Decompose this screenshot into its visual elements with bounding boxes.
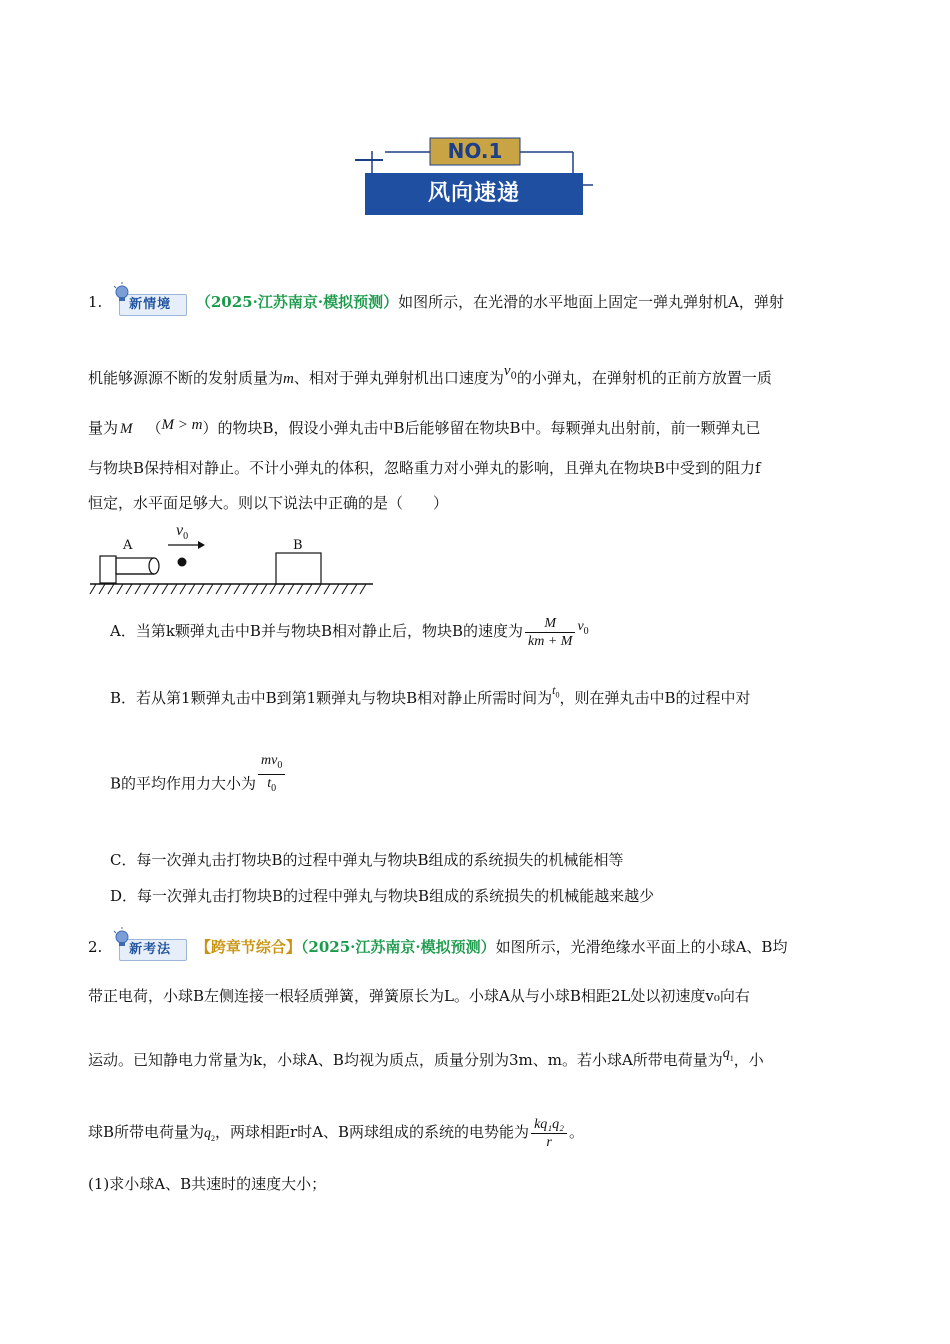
q1-line2 <box>88 363 772 395</box>
badge-number: NO.1 <box>447 139 503 163</box>
q1-text-3a: 量为 <box>88 419 119 437</box>
var-q1: $q_1$ <box>722 1046 734 1063</box>
q1-option-c: C．每一次弹丸击打物块B的过程中弹丸与物块B组成的系统损失的机械能相等 <box>110 851 624 869</box>
option-a-text: A．当第k颗弹丸击中B并与物块B相对静止后，物块B的速度为 <box>110 622 523 640</box>
potential-energy-fraction: $\frac{\text{kq₁q₂}}{r}$ <box>531 1116 567 1151</box>
q2-number: 2. <box>88 938 103 956</box>
figure-label-a: A <box>123 538 133 553</box>
q1-line3 <box>88 418 761 439</box>
q2-text-4c: 。 <box>569 1123 585 1141</box>
q2-line1 <box>88 935 787 961</box>
var-m: m <box>283 371 294 387</box>
q2-text-3a: 运动。已知静电力常量为k，小球A、B均视为质点，质量分别为3m、m。若小球A所带电荷量为 <box>88 1051 723 1069</box>
q1-option-a <box>110 614 589 655</box>
q2-text-4a: 球B所带电荷量为 <box>88 1123 205 1141</box>
option-b-text-3: B的平均作用力大小为 <box>110 774 257 793</box>
var-v0-sub: 0 <box>510 371 517 382</box>
q1-source: （2025·江苏南京·模拟预测） <box>195 293 399 311</box>
q1-line4: 与物块B保持相对静止。不计小弹丸的体积，忽略重力对小弹丸的影响，且弹丸在物块B中受到的阻力f <box>88 459 761 477</box>
q2-text-1: 如图所示，光滑绝缘水平面上的小球A、B均 <box>495 938 788 956</box>
q2-line2: 带正电荷，小球B左侧连接一根轻质弹簧，弹簧原长为L。小球A从与小球B相距2L处以初速度v₀向右 <box>88 987 750 1005</box>
section-badge <box>355 135 595 220</box>
q1-text-2a: 机能够源源不断的发射质量为 <box>88 369 284 387</box>
var-q2: $q_2$ <box>204 1126 216 1143</box>
tag-label: 新情境 <box>129 297 172 312</box>
q2-tag <box>115 935 187 961</box>
q2-source: （2025·江苏南京·模拟预测） <box>300 938 496 956</box>
option-a-fraction: $\frac{M}{km + M}$ <box>525 615 575 650</box>
option-b-fraction: $\frac{mv_0}{t_0}$ <box>258 752 285 797</box>
q1-number: 1. <box>88 293 103 311</box>
launcher-block-diagram <box>88 520 378 600</box>
option-b-t0: t0 <box>552 683 560 700</box>
q2-text-4b: ，两球相距r时A、B两球组成的系统的电势能为 <box>215 1123 530 1141</box>
q1-text-2f: 的小弹丸，在弹射机的正前方放置一质 <box>516 369 772 387</box>
option-a-v0: $v_0$ <box>577 619 589 637</box>
q1-figure <box>88 520 378 600</box>
var-M-gt-m: M > m <box>161 417 203 433</box>
tag-label: 新考法 <box>129 942 172 957</box>
q2-line3 <box>88 1046 764 1077</box>
q2-text-3b: ，小 <box>733 1051 764 1069</box>
q1-text-2c: 、相对于弹丸弹射机出口速度为 <box>293 369 504 387</box>
badge-title: 风向速递 <box>427 181 520 206</box>
var-v0: v <box>503 363 511 379</box>
q2-line4 <box>88 1112 584 1159</box>
q1-option-b-line1 <box>110 683 751 714</box>
var-M: M <box>120 421 133 437</box>
option-b-text-1: B．若从第1颗弹丸击中B到第1颗弹丸与物块B相对静止所需时间为 <box>110 689 553 707</box>
q2-subquestion-1: (1)求小球A、B共速时的速度大小； <box>88 1175 327 1193</box>
q2-chapter: 【跨章节综合】 <box>195 938 301 956</box>
q1-line1 <box>88 290 784 316</box>
q1-text-3e: ）的物块B，假设小弹丸击中B后能够留在物块B中。每颗弹丸出射前，前一颗弹丸已 <box>202 419 761 437</box>
option-b-text-2: ，则在弹丸击中B的过程中对 <box>559 689 751 707</box>
q1-option-b-line2 <box>110 753 287 807</box>
q1-paren-open: （ <box>146 419 162 437</box>
q1-tag <box>115 290 187 316</box>
figure-label-b: B <box>293 538 303 553</box>
q1-option-d: D．每一次弹丸击打物块B的过程中弹丸与物块B组成的系统损失的机械能越来越少 <box>110 887 655 905</box>
q1-text-1: 如图所示，在光滑的水平地面上固定一弹丸弹射机A，弹射 <box>398 293 784 311</box>
figure-label-v: $v_0$ <box>176 522 189 543</box>
q1-line5: 恒定，水平面足够大。则以下说法中正确的是（ ） <box>88 494 449 512</box>
